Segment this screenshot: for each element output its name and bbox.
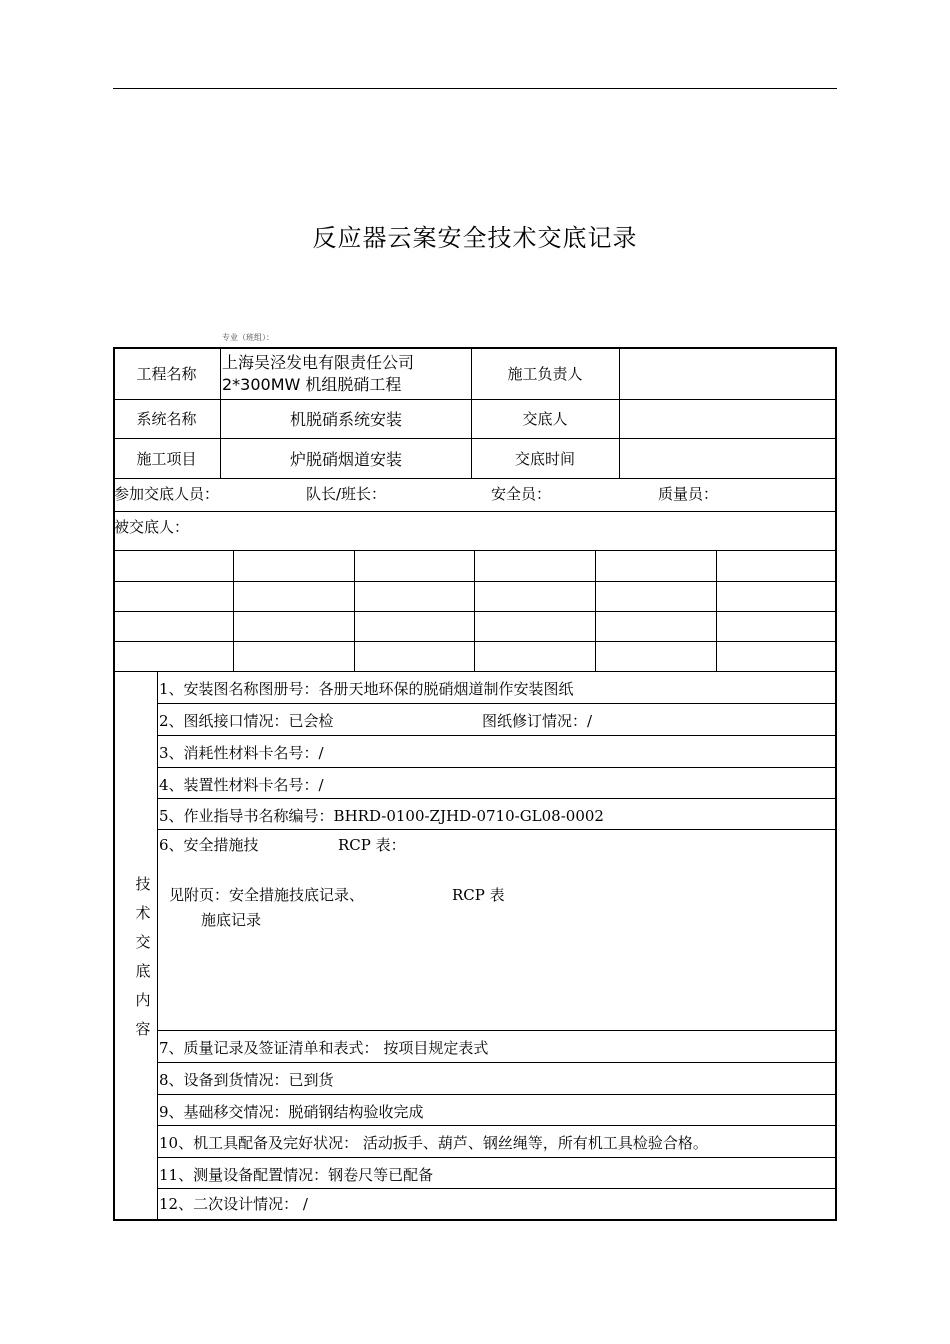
item-foundation-handover: 9、基础移交情况：脱硝钢结构验收完成 [159,1103,424,1121]
project-label: 工程名称 [136,364,197,383]
system-value: 机脱硝系统安装 [289,410,402,429]
tech-label-char: 交 [135,933,151,951]
quality-officer-label: 质量员： [658,485,719,503]
row-divider [157,703,837,704]
participants-label: 参加交底人员： [114,485,220,503]
safety-officer-label: 安全员： [491,485,552,503]
recipients-label: 被交底人： [114,518,190,536]
tech-label-char: 容 [135,1020,151,1038]
item-tools-status: 10、机工具配备及完好状况： 活动扳手、葫芦、钢丝绳等，所有机工具检验合格。 [159,1134,708,1152]
item-rcp-form: RCP 表： [338,836,406,854]
item-drawing-revision: 图纸修订情况：/ [482,712,593,730]
project-value [222,349,471,399]
item-quality-records: 7、质量记录及签证清单和表式： 按项目规定表式 [159,1039,489,1057]
item-consumable-card: 3、消耗性材料卡名号：/ [159,744,324,762]
tech-label-char: 底 [135,962,151,980]
captain-label: 队长/班长： [306,485,387,503]
row-divider [157,829,837,830]
col-divider [354,550,355,671]
item-drawing-name: 1、安装图名称图册号：各册天地环保的脱硝烟道制作安装图纸 [159,680,574,698]
attachment-safety-record: 见附页：安全措施技底记录、 [169,886,365,904]
row-divider [113,478,837,479]
row-divider [113,641,837,642]
project-value-line1: 上海吴泾发电有限责任公司 [222,353,415,372]
tech-label-char: 内 [135,991,151,1009]
item-value: 炉脱硝烟道安装 [289,449,402,469]
attachment-record-continued: 施底记录 [201,911,262,929]
item-measuring-equipment: 11、测量设备配置情况：钢卷尺等已配备 [159,1166,434,1184]
row-divider [113,671,837,672]
system-label: 系统名称 [136,410,197,428]
major-label: 专业（班组）： [222,333,274,342]
row-divider [157,1094,837,1095]
row-divider [157,1157,837,1158]
col-divider [595,550,596,671]
row-divider [113,581,837,582]
row-divider [113,611,837,612]
item-safety-measures: 6、安全措施技 [159,836,259,854]
tech-label-char: 技 [135,875,151,893]
item-label: 施工项目 [136,449,197,468]
row-divider [157,735,837,736]
item-drawing-interface: 2、图纸接口情况：已会检 [159,712,334,730]
row-divider [157,1125,837,1126]
top-rule [113,88,837,89]
row-divider [157,767,837,768]
item-device-card: 4、装置性材料卡名号：/ [159,776,324,794]
row-divider [157,798,837,799]
tech-disclosure-label [128,870,158,1044]
col-divider [716,550,717,671]
lead-label: 施工负责人 [507,364,583,383]
lead-value[interactable] [620,347,836,399]
project-value-line2: 2*300MW 机组脱硝工程 [222,375,402,394]
discloser-label: 交底人 [522,410,568,428]
row-divider [157,1030,837,1031]
row-divider [157,1188,837,1189]
item-equipment-arrival: 8、设备到货情况：已到货 [159,1071,334,1089]
row-divider [113,550,837,551]
time-value[interactable] [620,438,836,478]
page-title: 反应器云案安全技术交底记录 [312,224,638,252]
time-label: 交底时间 [514,449,575,468]
col-divider [233,550,234,671]
col-divider [474,550,475,671]
row-divider [113,511,837,512]
item-secondary-design: 12、二次设计情况： / [159,1195,308,1213]
item-work-instruction: 5、作业指导书名称编号：BHRD-0100-ZJHD-0710-GL08-0002 [159,807,604,825]
discloser-value[interactable] [620,399,836,438]
row-divider [157,1062,837,1063]
attachment-rcp-form: RCP 表 [452,886,505,904]
tech-label-char: 术 [135,904,151,922]
